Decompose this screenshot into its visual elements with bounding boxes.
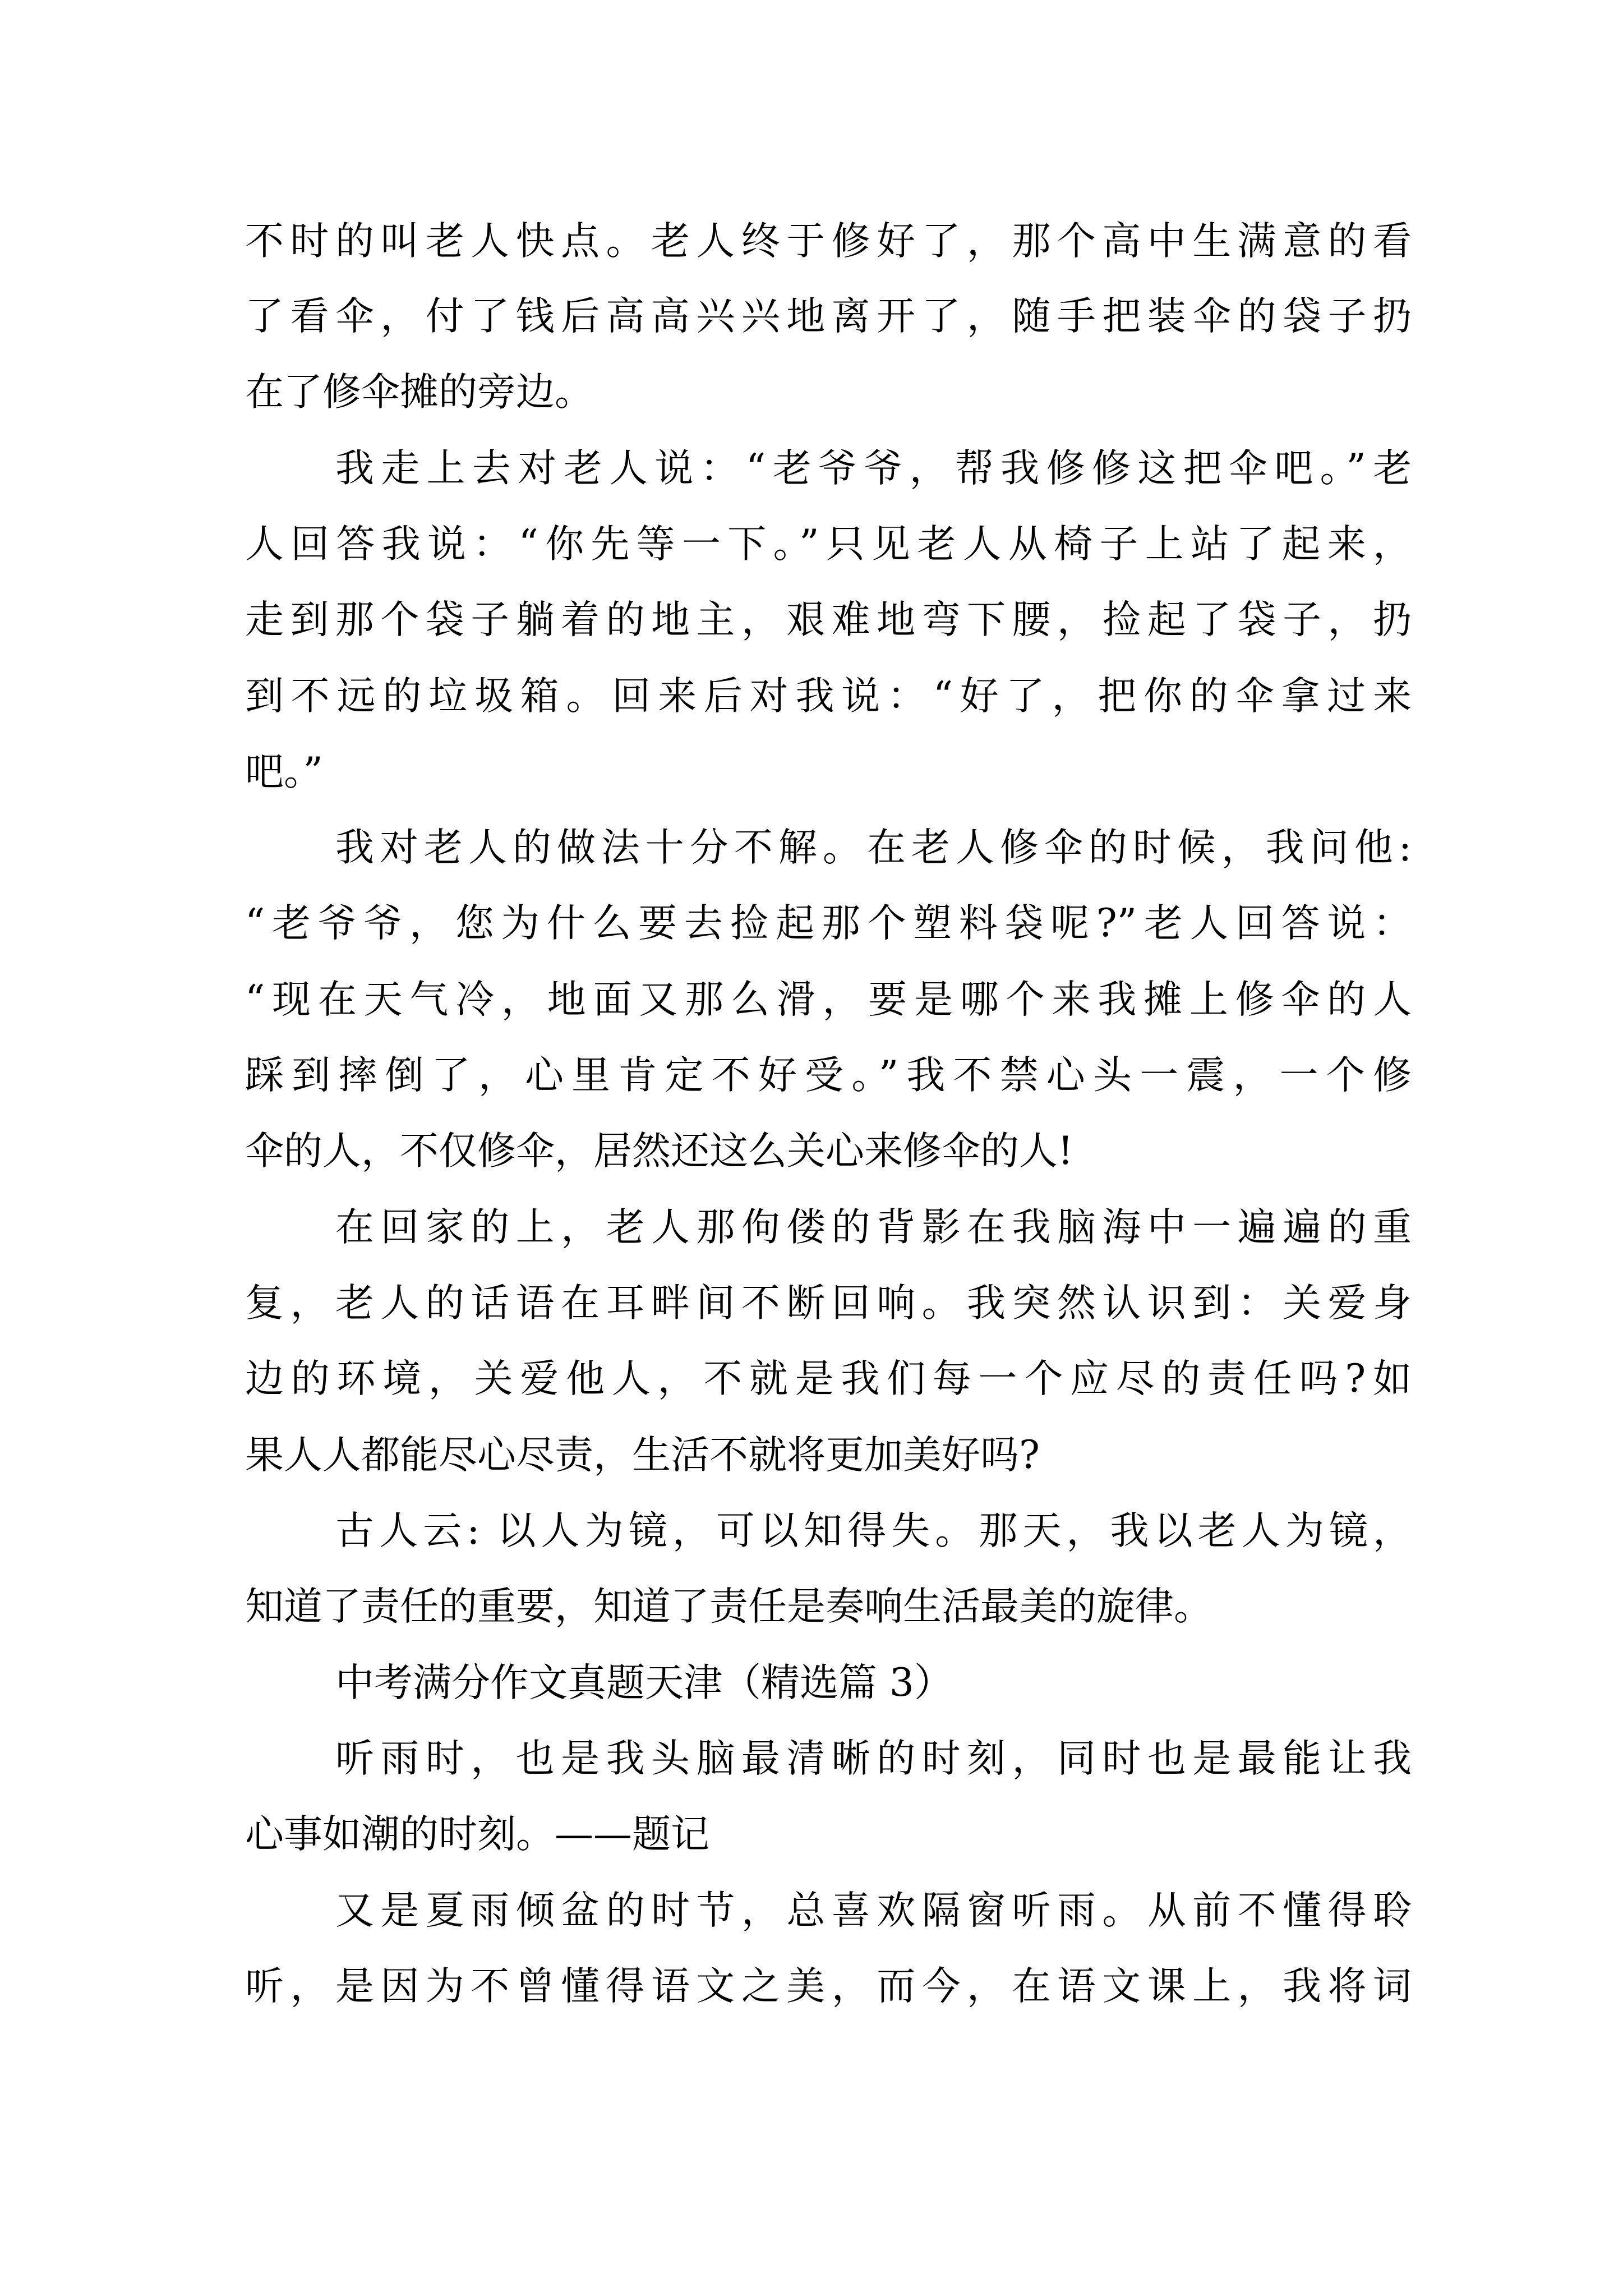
text-line: “老爷爷，您为什么要去捡起那个塑料袋呢?”老人回答说： [245, 901, 1412, 946]
text-line: “现在天气冷，地面又那么滑，要是哪个来我摊上修伞的人 [245, 977, 1412, 1022]
text-line: 到不远的垃圾箱。回来后对我说：“好了，把你的伞拿过来 [245, 674, 1412, 719]
text-line: 又是夏雨倾盆的时节，总喜欢隔窗听雨。从前不懂得聆 [335, 1888, 1412, 1933]
text-line: 边的环境，关爱他人，不就是我们每一个应尽的责任吗?如 [245, 1356, 1412, 1401]
text-line: 踩到摔倒了，心里肯定不好受。”我不禁心头一震，一个修 [245, 1053, 1412, 1098]
text-line: 听，是因为不曾懂得语文之美，而今，在语文课上，我将词 [245, 1964, 1412, 2009]
text-line: 走到那个袋子躺着的地主，艰难地弯下腰，捡起了袋子，扔 [245, 597, 1412, 642]
text-line: 我走上去对老人说：“老爷爷，帮我修修这把伞吧。”老 [335, 446, 1412, 491]
text-line: 吧。” [245, 749, 323, 794]
text-line: 心事如潮的时刻。——题记 [245, 1812, 709, 1857]
text-line: 果人人都能尽心尽责，生活不就将更加美好吗? [245, 1433, 1040, 1478]
text-line: 知道了责任的重要，知道了责任是奏响生活最美的旋律。 [245, 1584, 1212, 1629]
section-heading: 中考满分作文真题天津（精选篇 3） [335, 1660, 953, 1705]
text-line: 人回答我说：“你先等一下。”只见老人从椅子上站了起来， [245, 522, 1412, 567]
text-line: 复，老人的话语在耳畔间不断回响。我突然认识到：关爱身 [245, 1281, 1412, 1326]
text-line: 在回家的上，老人那佝偻的背影在我脑海中一遍遍的重 [335, 1205, 1412, 1250]
text-line: 听雨时，也是我头脑最清晰的时刻，同时也是最能让我 [335, 1736, 1412, 1781]
text-line: 了看伞，付了钱后高高兴兴地离开了，随手把装伞的袋子扔 [245, 294, 1412, 339]
text-line: 伞的人，不仅修伞，居然还这么关心来修伞的人! [245, 1129, 1073, 1174]
text-line: 不时的叫老人快点。老人终于修好了，那个高中生满意的看 [245, 219, 1412, 264]
text-line: 我对老人的做法十分不解。在老人修伞的时候，我问他: [335, 825, 1412, 870]
text-line: 在了修伞摊的旁边。 [245, 370, 593, 415]
text-line: 古人云: 以人为镜，可以知得失。那天，我以老人为镜， [335, 1508, 1412, 1553]
